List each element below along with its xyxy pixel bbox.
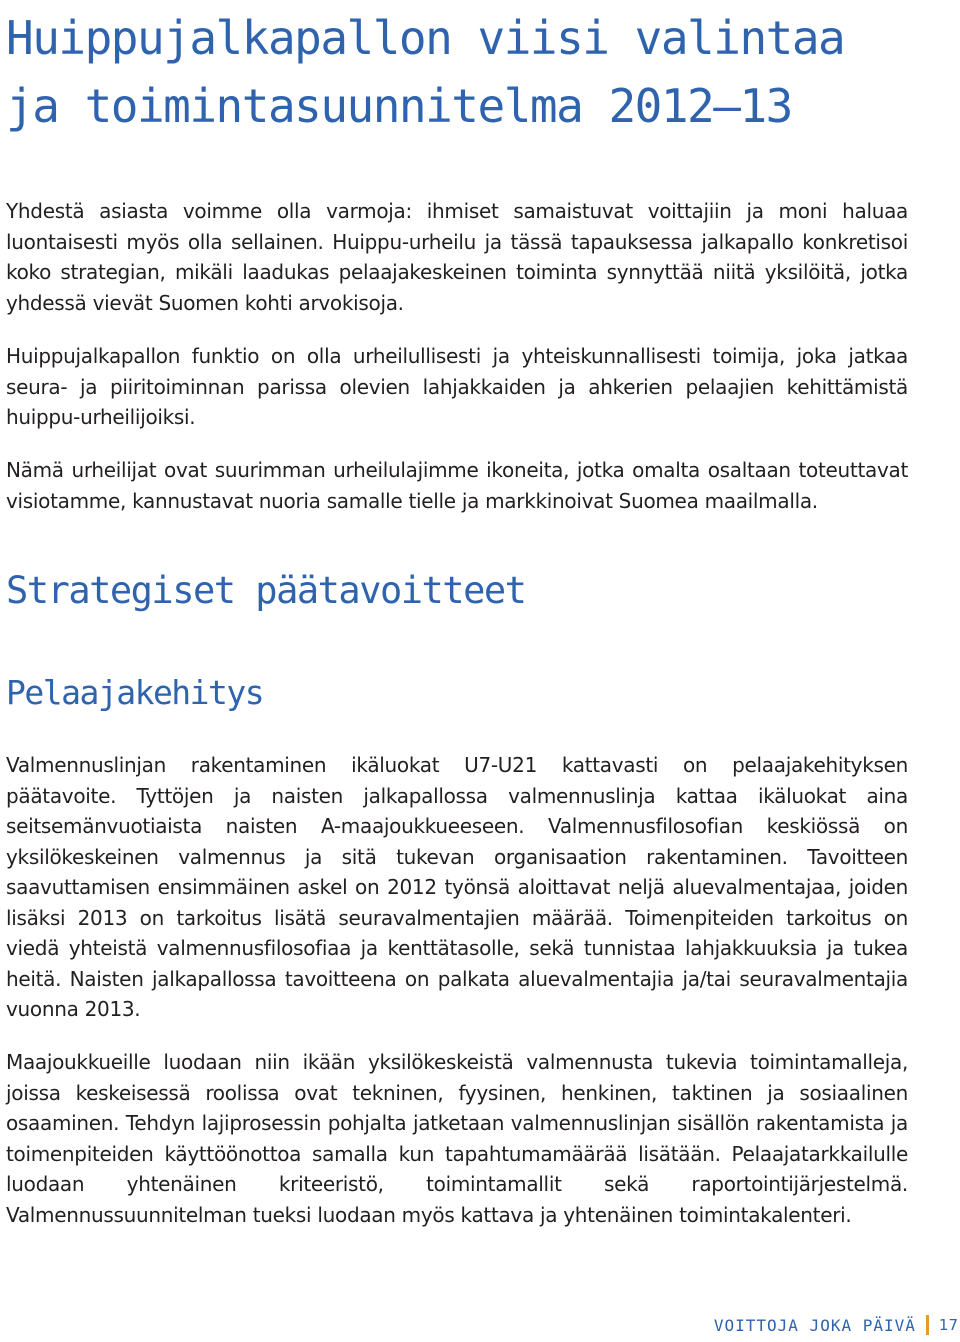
page-number: 17 [938,1316,958,1334]
section-paragraph-2: Maajoukkueille luodaan niin ikään yksilökeskeistä valmennusta tukevia toimintamalleja, joissa keskeisessä roolissa ovat tekninen, fyysinen, henkinen, taktinen ja sosiaalinen osaaminen. Tehdyn lajiprosessin pohjalta jatketaan valmennuslinjan sisällön rakentamista ja toimenpiteiden käyttöönottoa samalla kun tapahtumamäärää lisätään. Pelaajatarkkailulle luodaan yhtenäinen kriteeristö, toimintamallit sekä raportointijärjestelmä. Valmennussuunnitelman tueksi luodaan myös kattava ja yhtenäinen toimintakalenteri. [6,1050,908,1227]
subsection-heading: Pelaajakehitys [6,673,264,712]
section-paragraph-1: Valmennuslinjan rakentaminen ikäluokat U7-U21 kattavasti on pelaajakehityksen päätavoite. Tyttöjen ja naisten jalkapallossa valmennuslinja kattaa ikäluokat aina seitsemänvuotiaista naisten A-maajoukkueeseen. Valmennusfilosofian keskiössä on yksilökeskeinen valmennus ja sitä tukevan organisaation rakentaminen. Tavoitteen saavuttamisen ensimmäinen askel on 2012 työnsä aloittavat neljä aluevalmentajaa, joiden lisäksi 2013 on tarkoitus lisätä seuravalmentajien määrää. Toimenpiteiden tarkoitus on viedä yhteistä valmennusfilosofiaa ja kenttätasolle, sekä tunnistaa lahjakkuuksia ja tukea heitä. Naisten jalkapallossa tavoitteena on palkata aluevalmentajia ja/tai seuravalmentajia vuonna 2013. [6,753,908,1021]
page-footer [714,1314,958,1336]
intro-paragraph-1: Yhdestä asiasta voimme olla varmoja: ihmiset samaistuvat voittajiin ja moni haluaa luontaisesti myös olla sellainen. Huippu-urheilu ja tässä tapauksessa jalkapallo konkretisoi koko strategian, mikäli laadukas pelaajakeskeinen toiminta synnyttää niitä yksilöitä, jotka yhdessä vievät Suomen kohti arvokisoja. [6,199,908,315]
footer-divider [926,1315,929,1335]
section-heading: Strategiset päätavoitteet [6,569,526,612]
page-title: Huippujalkapallon viisi valintaa ja toimintasuunnitelma 2012–13 [6,11,845,133]
footer-tagline: VOITTOJA JOKA PÄIVÄ [713,1315,916,1335]
intro-paragraph-2: Huippujalkapallon funktio on olla urheilullisesti ja yhteiskunnallisesti toimija, joka jatkaa seura- ja piiritoiminnan parissa olevien lahjakkaiden ja ahkerien pelaajien kehittämistä huippu-urheilijoiksi. [6,344,908,429]
intro-paragraph-3: Nämä urheilijat ovat suurimman urheilulajimme ikoneita, jotka omalta osaltaan toteuttavat visiotamme, kannustavat nuoria samalle tielle ja markkinoivat Suomea maailmalla. [6,458,908,513]
